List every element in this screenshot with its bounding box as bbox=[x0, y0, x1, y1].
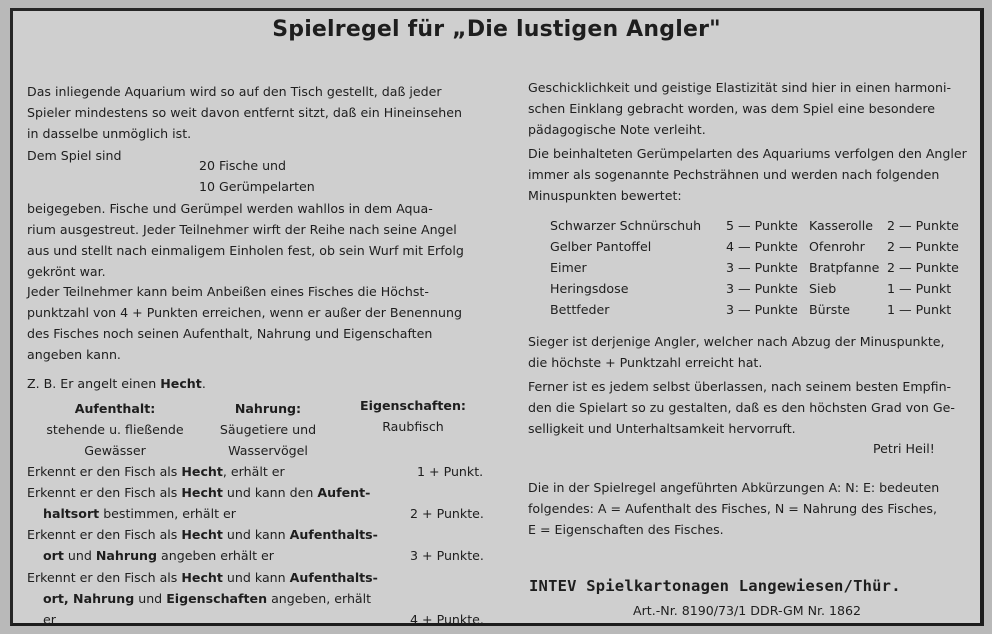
text-line: selligkeit und Unterhaltsamkeit hervorruft. bbox=[528, 421, 796, 436]
junk-points: 3 — Punkte bbox=[726, 260, 798, 275]
text-line: Ferner ist es jedem selbst überlassen, nach seinem besten Empfin- bbox=[528, 379, 952, 394]
example-fish: Hecht bbox=[160, 376, 202, 391]
column-value: Wasservögel bbox=[228, 443, 308, 458]
junk-row bbox=[550, 236, 798, 257]
junk-row bbox=[809, 299, 959, 320]
junk-item: Gelber Pantoffel bbox=[550, 239, 652, 254]
text-line: den die Spielart so zu gestalten, daß es den höchsten Grad von Ge- bbox=[528, 400, 955, 415]
text-line: Die beinhalteten Gerümpelarten des Aquariums verfolgen den Angler bbox=[528, 146, 967, 161]
column-heading: Nahrung: bbox=[234, 401, 302, 416]
junk-item: Schwarzer Schnürschuh bbox=[550, 218, 702, 233]
text-line: punktzahl von 4 + Punkten erreichen, wenn er außer der Benennung bbox=[27, 305, 462, 320]
winner-paragraph bbox=[528, 331, 945, 373]
junk-points: 1 — Punkt bbox=[887, 302, 952, 317]
junk-item: Heringsdose bbox=[550, 281, 629, 296]
junk-table-right bbox=[809, 215, 959, 320]
text-line: Jeder Teilnehmer kann beim Anbeißen eines Fisches die Höchst- bbox=[27, 284, 429, 299]
greeting: Petri Heil! bbox=[873, 441, 935, 456]
junk-points: 4 — Punkte bbox=[726, 239, 798, 254]
text-line: rium ausgestreut. Jeder Teilnehmer wirft der Reihe nach seine Angel bbox=[27, 222, 457, 237]
contents-item: 20 Fische und bbox=[199, 158, 287, 173]
junk-item: Bettfeder bbox=[550, 302, 610, 317]
column-value: Raubfisch bbox=[382, 419, 444, 434]
points-value: 1 + Punkt. bbox=[417, 464, 484, 479]
column-heading: Eigenschaften: bbox=[360, 398, 466, 413]
junk-item: Eimer bbox=[550, 260, 587, 275]
publisher-name: INTEV Spielkartonagen Langewiesen/Thür. bbox=[529, 577, 901, 595]
text-line: immer als sogenannte Pechsträhnen und werden nach folgenden bbox=[528, 167, 940, 182]
text-line: E = Eigenschaften des Fisches. bbox=[528, 522, 724, 537]
text-line: beigegeben. Fische und Gerümpel werden wahllos in dem Aqua- bbox=[27, 201, 433, 216]
text-line: gekrönt war. bbox=[27, 264, 106, 279]
text-line: schen Einklang gebracht worden, was dem Spiel eine besondere bbox=[528, 101, 935, 116]
junk-row bbox=[550, 278, 798, 299]
column-value: Gewässer bbox=[84, 443, 146, 458]
junk-points: 2 — Punkte bbox=[887, 260, 959, 275]
column-aufenthalt bbox=[35, 398, 195, 461]
freedom-paragraph bbox=[528, 376, 955, 439]
text-line: folgendes: A = Aufenthalt des Fisches, N = Nahrung des Fisches, bbox=[528, 501, 937, 516]
column-value: Säugetiere und bbox=[219, 422, 317, 437]
page-title: Spielregel für „Die lustigen Angler" bbox=[272, 17, 721, 42]
junk-row bbox=[550, 257, 798, 278]
example-line: Z. B. Er angelt einen Hecht. bbox=[27, 376, 206, 391]
column-value: stehende u. fließende bbox=[46, 422, 184, 437]
junk-item: Kasserolle bbox=[809, 218, 873, 233]
scoring-row-2: Erkennt er den Fisch als Hecht und kann den Aufent- haltsort bestimmen, erhält er bbox=[27, 485, 371, 521]
text-line: Geschicklichkeit und geistige Elastizität sind hier in einen harmoni- bbox=[528, 80, 951, 95]
junk-table-left bbox=[550, 215, 798, 320]
text-line: in dasselbe unmöglich ist. bbox=[27, 126, 192, 141]
junk-row bbox=[809, 257, 959, 278]
scoring-intro-paragraph bbox=[27, 281, 462, 365]
junk-row bbox=[809, 215, 959, 236]
junk-item: Ofenrohr bbox=[809, 239, 865, 254]
junk-item: Bürste bbox=[809, 302, 851, 317]
points-value: 3 + Punkte. bbox=[410, 548, 484, 563]
column-heading: Aufenthalt: bbox=[74, 401, 156, 416]
intro-paragraph bbox=[27, 81, 462, 144]
description-paragraph bbox=[27, 198, 464, 282]
spiel-sind-label: Dem Spiel sind bbox=[27, 148, 122, 163]
points-value: 4 + Punkte. bbox=[410, 612, 484, 627]
text-line: Das inliegende Aquarium wird so auf den Tisch gestellt, daß jeder bbox=[27, 84, 442, 99]
text-line: Spieler mindestens so weit davon entfernt sitzt, daß ein Hineinsehen bbox=[27, 105, 462, 120]
text-line: Minuspunkten bewertet: bbox=[528, 188, 682, 203]
contents-item: 10 Gerümpelarten bbox=[199, 179, 315, 194]
column-eigenschaften bbox=[349, 395, 477, 437]
rules-sheet bbox=[10, 8, 984, 626]
scoring-row-3: Erkennt er den Fisch als Hecht und kann Aufenthalts- ort und Nahrung angeben erhält er bbox=[27, 527, 378, 563]
contents-list bbox=[199, 155, 315, 197]
junk-paragraph bbox=[528, 143, 967, 206]
junk-item: Sieb bbox=[809, 281, 837, 296]
junk-points: 1 — Punkt bbox=[887, 281, 952, 296]
junk-item: Bratpfanne bbox=[809, 260, 880, 275]
text-line: Sieger ist derjenige Angler, welcher nach Abzug der Minuspunkte, bbox=[528, 334, 945, 349]
article-number: Art.-Nr. 8190/73/1 DDR-GM Nr. 1862 bbox=[633, 603, 862, 618]
scoring-row-1: Erkennt er den Fisch als Hecht, erhält er bbox=[27, 464, 285, 479]
column-nahrung bbox=[203, 398, 333, 461]
junk-points: 5 — Punkte bbox=[726, 218, 798, 233]
text-line: die höchste + Punktzahl erreicht hat. bbox=[528, 355, 763, 370]
junk-row bbox=[550, 215, 798, 236]
junk-row bbox=[809, 236, 959, 257]
text-line: pädagogische Note verleiht. bbox=[528, 122, 706, 137]
scoring-row-4: Erkennt er den Fisch als Hecht und kann Aufenthalts- ort, Nahrung und Eigenschaften angeben, erhält er bbox=[27, 570, 378, 627]
junk-points: 2 — Punkte bbox=[887, 239, 959, 254]
text-line: Die in der Spielregel angeführten Abkürzungen A: N: E: bedeuten bbox=[528, 480, 940, 495]
text-line: angeben kann. bbox=[27, 347, 121, 362]
junk-row bbox=[809, 278, 959, 299]
junk-points: 2 — Punkte bbox=[887, 218, 959, 233]
elasticity-paragraph bbox=[528, 77, 951, 140]
junk-points: 3 — Punkte bbox=[726, 302, 798, 317]
text-line: des Fisches noch seinen Aufenthalt, Nahrung und Eigenschaften bbox=[27, 326, 433, 341]
text-line: aus und stellt nach einmaligem Einholen fest, ob sein Wurf mit Erfolg bbox=[27, 243, 464, 258]
junk-points: 3 — Punkte bbox=[726, 281, 798, 296]
junk-row bbox=[550, 299, 798, 320]
points-value: 2 + Punkte. bbox=[410, 506, 484, 521]
abbreviations-paragraph bbox=[528, 477, 939, 540]
